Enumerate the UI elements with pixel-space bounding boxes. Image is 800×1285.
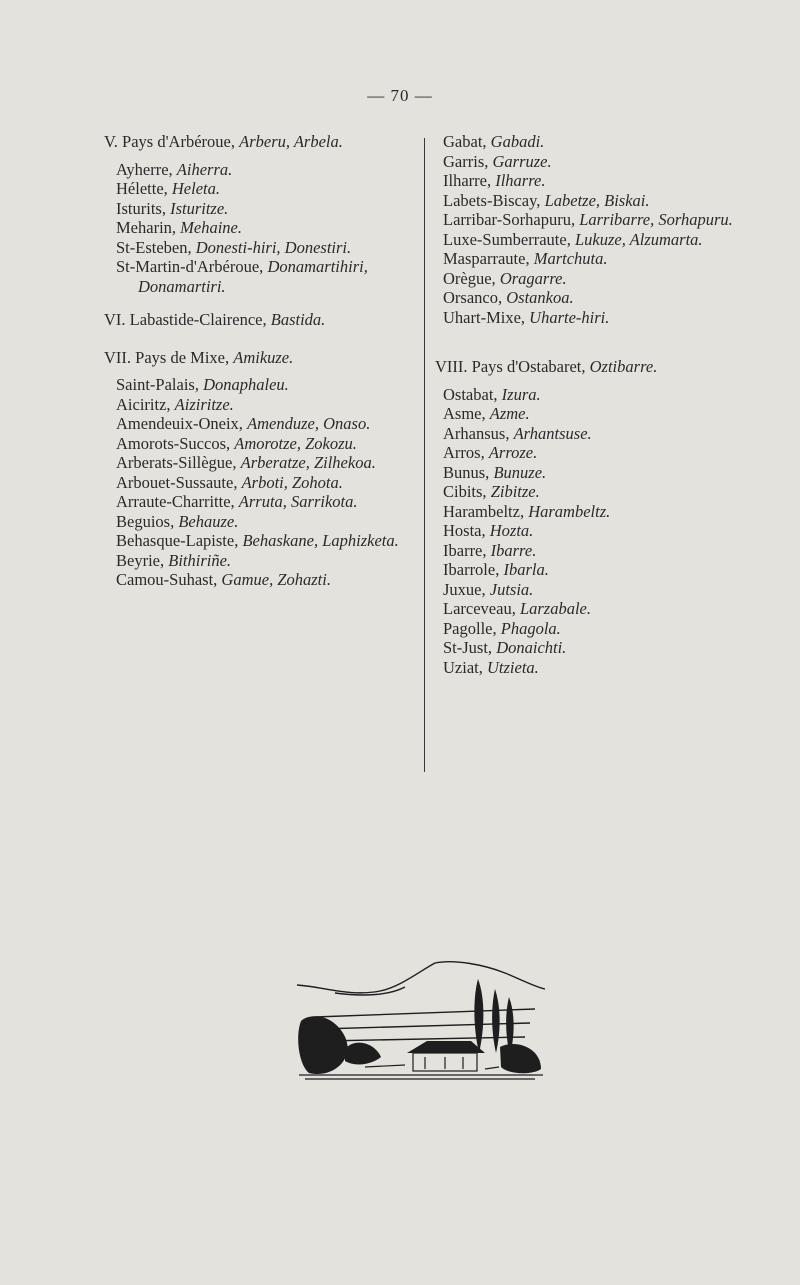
basque-name: Arruta, Sarrikota. [238,492,358,511]
list-item [104,473,404,493]
basque-name: Zibitze. [490,482,540,501]
basque-name: Ilharre. [495,171,546,190]
list-item [104,238,404,258]
list-item [443,580,748,600]
section-heading [435,357,748,377]
french-name: Ayherre, [116,159,177,179]
basque-name: Phagola. [500,618,561,638]
list-item [443,482,748,502]
french-name: Larceveau, [443,599,520,618]
french-name: Bunus, [443,462,494,482]
section-heading [104,348,404,368]
list-item [443,210,748,230]
heading-basque: Oztibarre. [589,357,658,376]
french-name: Ostabat, [443,384,502,404]
heading-basque: Arberu, Arbela. [239,132,343,151]
basque-name: Amorotze, Zokozu. [234,433,357,453]
french-name: Cibits, [443,482,491,501]
basque-name: Isturitze. [170,198,229,218]
list-item [104,375,404,395]
french-name: Luxe-Sumberraute, [443,229,575,249]
basque-name: Donamartihiri, Donamartiri. [138,257,368,296]
french-name: Arbouet-Sussaute, [116,472,242,492]
french-name: Ibarre, [443,540,491,560]
list-item [443,230,748,250]
list-item [443,502,748,522]
list-item [443,308,748,328]
french-name: Juxue, [443,579,490,599]
heading-text: VIII. Pays d'Ostabaret, [435,357,590,376]
french-name: Labets-Biscay, [443,190,545,210]
basque-name: Behaskane, Laphizketa. [242,531,399,550]
list-item [104,395,404,415]
basque-name: Arberatze, Zilhekoa. [240,453,376,472]
french-name: Camou-Suhast, [116,570,222,589]
list-item [104,453,404,473]
basque-name: Donaichti. [496,638,567,657]
basque-name: Oragarre. [499,268,567,288]
basque-name: Mehaine. [180,218,243,237]
basque-name: Arroze. [488,443,538,462]
basque-name: Gamue, Zohazti. [221,570,331,589]
heading-text: VI. Labastide-Clairence, [104,310,271,329]
french-name: Hélette, [116,179,172,198]
heading-basque: Bastida. [270,310,326,329]
list-item [104,492,404,512]
french-name: Arberats-Sillègue, [116,453,241,472]
french-name: Asme, [443,404,490,423]
french-name: Behasque-Lapiste, [116,531,243,550]
basque-name: Aiziritze. [174,394,234,414]
basque-name: Labetze, Biskai. [544,190,650,210]
french-name: Meharin, [116,218,181,237]
basque-name: Ibarla. [503,560,549,579]
list-item [443,541,748,561]
basque-name: Heleta. [171,179,220,198]
french-name: Gabat, [443,132,491,151]
basque-name: Garruze. [492,151,552,171]
french-name: Beyrie, [116,550,169,570]
french-name: Pagolle, [443,618,501,638]
section-heading [104,310,404,330]
list-item [443,443,748,463]
basque-name: Izura. [501,384,541,404]
basque-name: Arboti, Zohota. [241,472,343,492]
basque-name: Utzieta. [486,657,539,677]
list-item [443,658,748,678]
french-name: Amorots-Succos, [116,433,235,453]
list-item [443,132,748,152]
basque-name: Larzabale. [519,599,592,618]
french-name: Larribar-Sorhapuru, [443,210,580,229]
list-item [443,171,748,191]
list-item [104,257,404,296]
list-item [443,269,748,289]
landscape-vignette-icon [295,957,547,1084]
french-name: Arhansus, [443,423,514,443]
french-name: St-Just, [443,638,497,657]
french-name: Saint-Palais, [116,375,204,394]
list-item [104,551,404,571]
list-item [443,619,748,639]
heading-text: VII. Pays de Mixe, [104,347,234,367]
basque-name: Ostankoa. [506,288,574,307]
list-item [443,249,748,269]
basque-name: Harambeltz. [528,501,611,521]
basque-name: Uharte-hiri. [529,307,610,327]
left-column [104,132,404,590]
list-item [104,512,404,532]
french-name: Isturits, [116,198,171,218]
list-item [104,199,404,219]
french-name: Garris, [443,151,493,171]
heading-basque: Amikuze. [233,347,294,367]
list-item [104,414,404,434]
french-name: Ibarrole, [443,560,504,579]
list-item [443,424,748,444]
french-name: Hosta, [443,521,490,540]
list-item [104,531,404,551]
page-number: — 70 — [367,86,433,105]
french-name: Arraute-Charritte, [116,492,239,511]
french-name: Uhart-Mixe, [443,307,530,327]
list-item [443,638,748,658]
french-name: Orègue, [443,268,500,288]
list-item [104,179,404,199]
french-name: Ilharre, [443,171,496,190]
list-item [104,160,404,180]
basque-name: Ibarre. [490,540,537,560]
french-name: Orsanco, [443,288,507,307]
list-item [104,570,404,590]
french-name: Harambeltz, [443,501,529,521]
basque-name: Arhantsuse. [513,423,592,443]
french-name: Uziat, [443,657,487,677]
basque-name: Bithiriñe. [168,550,232,570]
right-column [435,132,748,677]
list-item [443,404,748,424]
basque-name: Larribarre, Sorhapuru. [579,210,733,229]
french-name: St-Martin-d'Arbéroue, [116,257,268,276]
basque-name: Donaphaleu. [203,375,289,394]
basque-name: Aiherra. [176,159,233,179]
french-name: Aiciritz, [116,394,175,414]
list-item [104,218,404,238]
list-item [443,463,748,483]
basque-name: Azme. [489,404,530,423]
basque-name: Hozta. [489,521,534,540]
list-item [443,288,748,308]
list-item [104,434,404,454]
french-name: Amendeuix-Oneix, [116,414,248,433]
french-name: Arros, [443,443,489,462]
list-item [443,599,748,619]
section-heading [104,132,404,152]
basque-name: Behauze. [178,511,239,531]
french-name: Masparraute, [443,249,534,268]
basque-name: Bunuze. [493,462,547,482]
basque-name: Amenduze, Onaso. [247,414,371,433]
basque-name: Gabadi. [490,132,545,151]
french-name: Beguios, [116,511,179,531]
heading-text: V. Pays d'Arbéroue, [104,132,240,151]
basque-name: Jutsia. [489,579,534,599]
basque-name: Lukuze, Alzumarta. [574,229,703,249]
french-name: St-Esteben, [116,237,196,257]
list-item [443,152,748,172]
list-item [443,385,748,405]
list-item [443,560,748,580]
basque-name: Martchuta. [533,249,608,268]
list-item [443,191,748,211]
column-divider [424,138,425,772]
basque-name: Donesti-hiri, Donestiri. [195,237,352,257]
list-item [443,521,748,541]
